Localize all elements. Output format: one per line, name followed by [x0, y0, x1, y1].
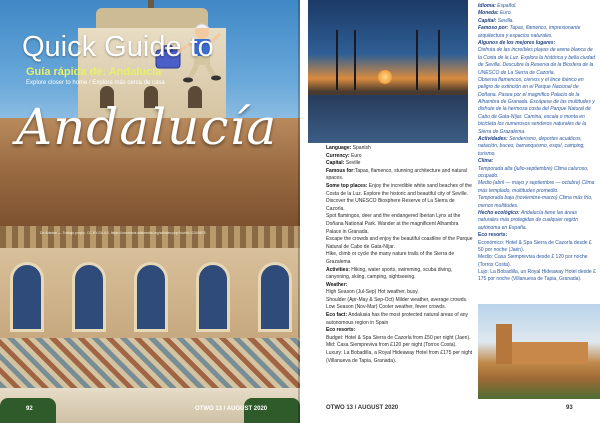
english-text: Enjoy the incredible white sand beaches of the Costa de la Luz. Explore the historic and beautiful city of Seville. Discover the UNESCO Biosphere Reserve of La Sierra de Cazorla. — [326, 182, 472, 212]
subtitle-explore: Explore closer to home / Explora más cerca de casa — [26, 80, 165, 86]
english-paragraph — [326, 160, 474, 168]
english-text: Shoulder (Apr-May & Sep-Oct) Milder weather, average crowds. — [326, 296, 468, 303]
spanish-paragraph — [478, 10, 596, 17]
english-text: Low Season (Nov-Mar) Cooler weather, fewer crowds. — [326, 304, 447, 311]
english-text: Tapas, flamenco, stunning architecture and natural spaces. — [326, 167, 467, 182]
english-text: Andalusia has the most protected natural areas of any autonomous region in Spain — [326, 312, 469, 326]
alhambra-tower — [496, 324, 512, 364]
english-text: Budget: Hotel & Spa Sierra de Cazorla from £50 per night (Jaen). — [326, 334, 471, 341]
english-label: Famous for: — [326, 167, 355, 174]
arch — [72, 262, 106, 332]
boat-mast — [336, 30, 338, 90]
english-paragraph — [326, 251, 474, 266]
tile-band — [0, 338, 300, 388]
english-text: Spot flamingos, deer and the endangered Iberian Lynx at the Doñana National Park. Wander at the magnificent Alhambra Palace in Granada. — [326, 213, 461, 235]
sun — [378, 70, 392, 84]
boat-mast — [416, 30, 418, 90]
boat-mast — [354, 30, 356, 90]
title-quick-guide: Quick Guide to — [22, 31, 214, 63]
english-paragraph — [326, 236, 474, 251]
english-paragraph — [326, 312, 474, 327]
right-page-number: 93 — [566, 405, 573, 411]
spanish-label: Capital: — [478, 17, 497, 24]
spanish-text: Económico: Hotel & Spa Sierra de Cazorla desde £ 50 por noche (Jaén). — [478, 239, 592, 253]
spanish-label: Eco resorts: — [478, 232, 508, 239]
spanish-paragraph — [478, 18, 596, 25]
spanish-guide-text — [478, 3, 596, 284]
spanish-text: Lujo: La Bobadilla, un Royal Hideaway Hotel desde £ 175 por noche (Villanueva de Tapia, Granada). — [478, 269, 596, 283]
photo-credit: De Antoine — Trabajo propio, CC BY-SA 4.0, https://commons.wikimedia.org/w/index.php?curid=12345678 — [40, 231, 206, 235]
arch — [196, 262, 230, 332]
arch — [258, 262, 292, 332]
spanish-text: Medio (abril — mayo y septiembre — octubre) Clima más templado, multitudes promedio. — [478, 180, 595, 194]
english-label: Eco resorts: — [326, 327, 356, 334]
english-label: Language: — [326, 145, 352, 151]
english-text: Hike, climb or cycle the many nature trails of the Sierra de Grazalema — [326, 251, 455, 265]
spanish-text: Temporada alta (julio-septiembre) Clima caluroso, ocupado. — [478, 165, 589, 179]
english-paragraph — [326, 267, 474, 282]
english-paragraph — [326, 342, 474, 350]
spanish-paragraph — [478, 180, 596, 195]
spanish-text: Observa flamencos, ciervos y el lince ibérico en peligro de extinción en el Parque Nacional de Doñana. Pasea por el magnífico Palacio de la Alhambra de Granada. Escápese de las multitudes y disfrute de la hermosa costa del Parque Natural de Cabo de Gata-Níjar. Camina, escala o monta en bicicleta los numerosos senderos naturales de la Sierra de Grazalema. — [478, 76, 595, 135]
spanish-text: Español. — [495, 3, 517, 9]
spanish-paragraph — [478, 40, 596, 47]
boat-mast — [438, 30, 440, 90]
harbor-water — [308, 95, 468, 143]
arch — [10, 262, 44, 332]
spanish-label: Hecho ecológico: — [478, 209, 520, 216]
english-paragraph — [326, 183, 474, 213]
english-label: Eco fact: — [326, 312, 348, 319]
alhambra-wall — [508, 342, 588, 364]
spanish-paragraph — [478, 25, 596, 40]
spanish-text: Temporada baja (noviembre-marzo) Clima más frío, menos multitudes. — [478, 195, 593, 209]
title-andalucia: Andalucía — [16, 98, 278, 156]
english-paragraph — [326, 297, 474, 305]
english-paragraph — [326, 304, 474, 312]
right-page — [300, 0, 600, 423]
spanish-label: Algunos de los mejores lugares: — [478, 39, 556, 46]
carved-frieze — [0, 226, 300, 248]
english-paragraph — [326, 168, 474, 183]
english-paragraph — [326, 213, 474, 236]
spanish-paragraph — [478, 210, 596, 232]
spanish-text: Senderismo, deportes acuáticos, natación, buceo, barranquismo, esquí, camping, turismo. — [478, 136, 585, 157]
spanish-paragraph — [478, 195, 596, 210]
subtitle-spanish: Guía rápida de: Andalucía — [26, 66, 162, 78]
spanish-text: Euro. — [498, 10, 512, 17]
spanish-label: Idioma: — [478, 3, 496, 9]
spanish-label: Clima: — [478, 158, 494, 165]
right-footer-issue: OTWO 13 / AUGUST 2020 — [326, 405, 399, 411]
english-paragraph — [326, 335, 474, 343]
spanish-paragraph — [478, 240, 596, 255]
spanish-paragraph — [478, 136, 596, 158]
english-paragraph — [326, 350, 474, 365]
spanish-text: Medio: Casa Siempreviva desde £ 120 por noche (Torrox Costa). — [478, 254, 588, 268]
spanish-paragraph — [478, 269, 596, 284]
english-text: Escape the crowds and enjoy the beautiful coastline of the Parque Natural de Cabo de Gata-Níjar. — [326, 236, 473, 250]
english-guide-text — [326, 145, 474, 365]
english-paragraph — [326, 153, 474, 161]
english-label: Activities: — [326, 266, 350, 273]
spanish-paragraph — [478, 254, 596, 269]
english-text: Spanish — [351, 145, 371, 151]
spanish-paragraph — [478, 166, 596, 181]
left-footer-issue: OTWO 13 / AUGUST 2020 — [195, 406, 268, 412]
arch — [134, 262, 168, 332]
photo-harbor-sunset — [308, 0, 468, 143]
spanish-text: Andalucía tiene las áreas naturales más protegidas de cualquier región autónoma en España. — [478, 209, 579, 231]
spanish-paragraph — [478, 47, 596, 77]
english-text: Seville — [344, 160, 361, 167]
spanish-text: Tapas, flamenco, impresionante arquitectura y espacios naturales. — [478, 25, 581, 39]
english-label: Weather: — [326, 281, 348, 288]
english-paragraph — [326, 282, 474, 290]
english-label: Capital: — [326, 160, 345, 167]
spanish-paragraph — [478, 158, 596, 165]
english-text: Mid: Casa Siempreviva from £120 per night (Torrox Costa). — [326, 342, 457, 349]
english-label: Currency: — [326, 152, 350, 159]
english-paragraph — [326, 327, 474, 335]
spanish-label: Actividades: — [478, 136, 508, 143]
spanish-paragraph — [478, 77, 596, 136]
english-text: Luxury: La Bobadilla, a Royal Hideaway Hotel from £175 per night (Villanueva de Tapia, Granada). — [326, 350, 473, 364]
english-label: Some top places: — [326, 182, 368, 189]
english-text: High Season (Jul-Sep) Hot weather, busy. — [326, 289, 419, 296]
spanish-text: Sevilla. — [496, 17, 514, 24]
english-paragraph — [326, 145, 474, 153]
english-paragraph — [326, 289, 474, 297]
spanish-label: Famoso por: — [478, 25, 509, 32]
photo-alhambra — [478, 304, 600, 399]
left-page-number: 92 — [26, 406, 33, 412]
spanish-label: Moneda: — [478, 10, 499, 17]
english-text: Hiking, water sports, swimming, scuba diving, canyoning, skiing, camping, sightseeing. — [326, 266, 453, 281]
english-text: Euro — [349, 152, 362, 159]
spanish-paragraph — [478, 3, 596, 10]
spanish-text: Disfruta de las increíbles playas de arena blanca de la Costa de la Luz. Explora la histórica y bella ciudad de Sevilla. Descubre la Reserva de la Biosfera de la UNESCO de La Sierra de Cazorla. — [478, 47, 596, 76]
spanish-paragraph — [478, 232, 596, 239]
